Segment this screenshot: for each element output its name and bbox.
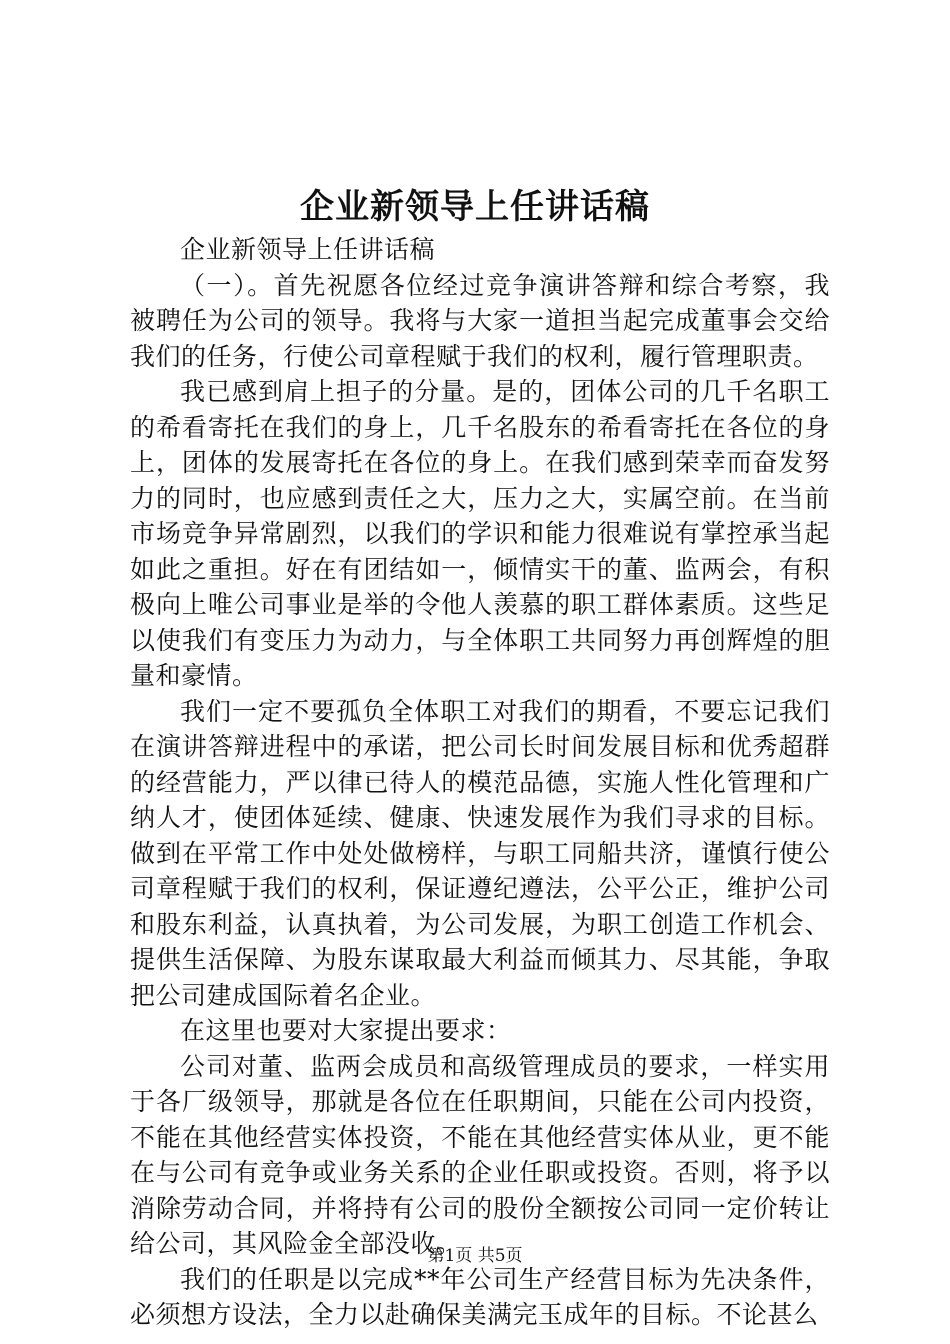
paragraph: 我已感到肩上担子的分量。是的，团体公司的几千名职工的希看寄托在我们的身上，几千名股东的希看寄托在各位的身上，团体的发展寄托在各位的身上。在我们感到荣幸而奋发努力的同时，也应感到责任之大，压力之大，实属空前。在当前市场竞争异常剧烈，以我们的学识和能力很难说有掌控承当起如此之重担。好在有团结如一，倾情实干的董、监两会，有积极向上唯公司事业是举的令他人羡慕的职工群体素质。这些足以使我们有变压力为动力，与全体职工共同努力再创辉煌的胆量和豪情。: [130, 377, 830, 690]
document-body: [130, 232, 830, 1333]
paragraph: 我们的任职是以完成**年公司生产经营目标为先决条件，必须想方设法，全力以赴确保美满完玉成年的目标。不论甚么: [130, 1264, 830, 1329]
paragraph: （一）。首先祝愿各位经过竞争演讲答辩和综合考察，我被聘任为公司的领导。我将与大家一道担当起完成董事会交给我们的任务，行使公司章程赋于我们的权利，履行管理职责。: [130, 270, 830, 371]
page-footer: [0, 1244, 950, 1268]
paragraph: 企业新领导上任讲话稿: [180, 235, 436, 264]
page-number: 第1页 共5页: [427, 1246, 523, 1266]
paragraph: 我们一定不要孤负全体职工对我们的期看，不要忘记我们在演讲答辩进程中的承诺，把公司长时间发展目标和优秀超群的经营能力，严以律已待人的模范品德，实施人性化管理和广纳人才，使团体延续、健康、快速发展作为我们寻求的目标。做到在平常工作中处处做榜样，与职工同船共济，谨慎行使公司章程赋于我们的权利，保证遵纪遵法，公平公正，维护公司和股东利益，认真执着，为公司发展，为职工创造工作机会、提供生活保障、为股东谋取最大利益而倾其力、尽其能，争取把公司建成国际着名企业。: [130, 696, 830, 1010]
paragraph: 在这里也要对大家提出要求：: [180, 1016, 512, 1045]
document-title: 企业新领导上任讲话稿: [300, 187, 650, 227]
paragraph: 公司对董、监两会成员和高级管理成员的要求，一样实用于各厂级领导，那就是各位在任职期间，只能在公司内投资，不能在其他经营实体投资，不能在其他经营实体从业，更不能在与公司有竞争或业务关系的企业任职或投资。否则，将予以消除劳动合同，并将持有公司的股份全额按公司同一定价转让给公司，其风险金全部没收。: [130, 1051, 830, 1258]
